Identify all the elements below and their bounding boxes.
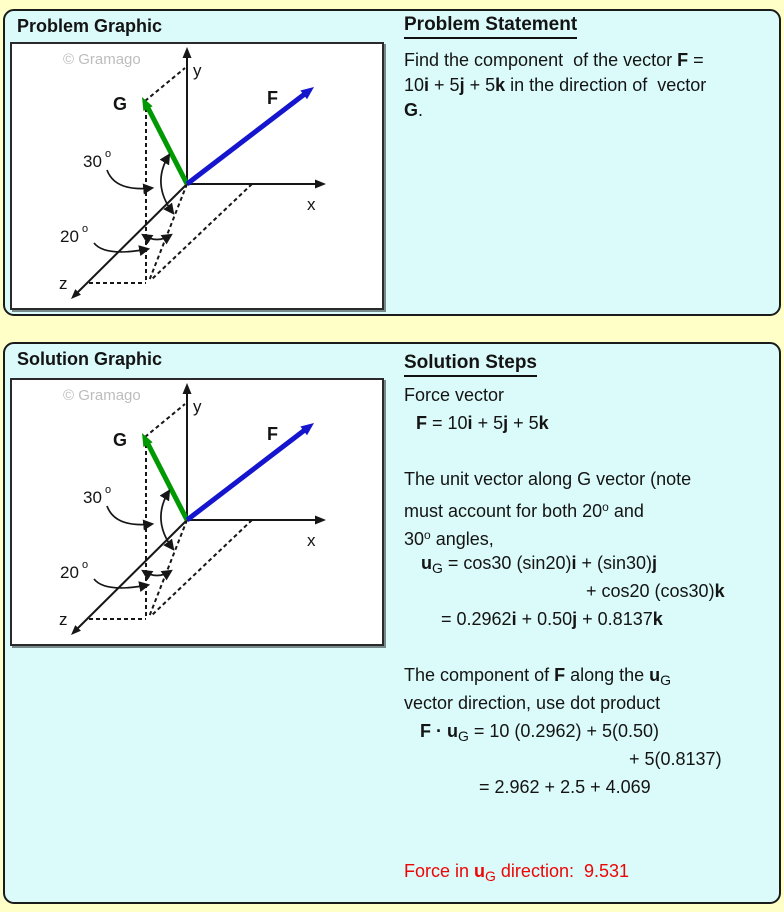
angle-20-label: 20 [60, 563, 79, 582]
dashed-floor-projection [149, 520, 187, 617]
z-axis-label: z [59, 274, 68, 293]
text-line: must account for both 20$^o$ and [404, 500, 644, 521]
x-axis-label: x [307, 195, 316, 214]
text-line: The component of F along the $u_G$ [404, 665, 672, 688]
vector-f-label: F [267, 424, 278, 444]
vector-f-label: F [267, 88, 278, 108]
text-line: $u_G = \cos 30$ (sin20)i + (sin30)j [421, 553, 658, 576]
dashed-floor-parallel [151, 520, 252, 616]
text-line: Force vector [404, 385, 505, 405]
text-line: vector direction, use dot product [404, 693, 661, 713]
angle-20-label: 20 [60, 227, 79, 246]
dashed-floor-parallel [151, 184, 252, 280]
angle-20-arc [143, 235, 171, 240]
blank-line [404, 633, 779, 661]
solution-steps-text [404, 381, 779, 885]
vector-f-line [187, 93, 306, 184]
text-line: 10i + 5j + 5k in the direction of vector [404, 75, 707, 95]
y-axis-arrow [183, 47, 192, 58]
problem-panel [3, 9, 781, 316]
y-axis-label: y [193, 397, 202, 416]
problem-graphic-title: Problem Graphic [17, 16, 163, 36]
problem-statement-column [404, 14, 779, 123]
text-line: F = 10i + 5j + 5k [416, 413, 549, 433]
y-axis-label: y [193, 61, 202, 80]
angle-20-degree: o [82, 223, 89, 235]
vector-diagram [12, 380, 382, 644]
text-line: $F \cdot u_G = 10$ (0.2962) + 5(0.50) [420, 721, 660, 744]
solution-steps-column [404, 352, 779, 885]
y-axis-arrow [183, 383, 192, 394]
text-line: The unit vector along G vector (note [404, 469, 692, 489]
angle-30-label: 30 [83, 488, 102, 507]
angle-20-arc [143, 571, 171, 576]
z-axis [78, 520, 187, 628]
solution-steps-title: Solution Steps [404, 352, 537, 377]
text-line: = 2.962 + 2.5 + 4.069 [479, 777, 651, 797]
vector-g-label: G [113, 430, 128, 450]
problem-statement-title: Problem Statement [404, 14, 577, 39]
text-line: + 5(0.8137) [629, 749, 722, 769]
text-line: + cos20 (cos30)k [586, 581, 725, 601]
z-axis-label: z [59, 610, 68, 629]
vector-f-line [187, 429, 306, 520]
watermark: © Gramago [63, 51, 141, 68]
vector-diagram [12, 44, 382, 308]
angle-30-label: 30 [83, 152, 102, 171]
watermark: © Gramago [63, 387, 141, 404]
angle-20-degree: o [82, 559, 89, 571]
angle-30-arc [161, 155, 173, 213]
dashed-gtip-to-yaxis [145, 404, 185, 437]
vector-g-label: G [113, 94, 128, 114]
blank-line [404, 437, 779, 465]
problem-statement-text [404, 48, 779, 123]
blank-line [404, 801, 779, 829]
text-line: Force in $u_G$ direction: 9.531 [404, 861, 630, 884]
z-axis [78, 184, 187, 292]
dashed-gtip-to-yaxis [145, 68, 185, 101]
x-axis-arrow [315, 180, 326, 189]
solution-panel [3, 342, 781, 904]
text-line: Find the component of the vector F = [404, 50, 704, 70]
problem-graphic-box [10, 42, 384, 310]
solution-graphic-title: Solution Graphic [17, 349, 163, 369]
angle-30-degree: o [105, 148, 112, 160]
text-line: = 0.2962i + 0.50j + 0.8137k [441, 609, 663, 629]
blank-line [404, 829, 779, 857]
text-line: G. [404, 100, 424, 120]
solution-graphic-box [10, 378, 384, 646]
text-line: 30$^o$ angles, [404, 528, 494, 549]
x-axis-label: x [307, 531, 316, 550]
vector-g-line [147, 106, 187, 184]
angle-30-arc [161, 491, 173, 549]
angle-30-degree: o [105, 484, 112, 496]
x-axis-arrow [315, 516, 326, 525]
dashed-floor-projection [149, 184, 187, 281]
vector-g-line [147, 442, 187, 520]
